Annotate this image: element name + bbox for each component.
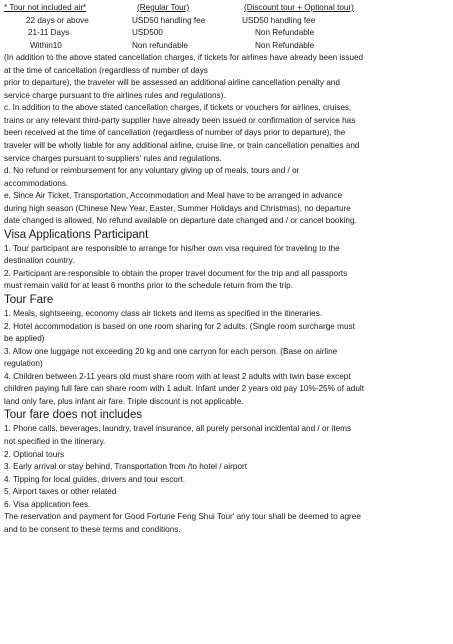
text-line: 6. Visa application fees.	[4, 499, 91, 509]
section-heading: Tour fare does not includes	[4, 409, 143, 422]
text-line: (In addition to the above stated cancellation charges, if tickets for airlines have already been issued	[4, 53, 364, 63]
fare-cell: Within10	[30, 40, 62, 50]
text-line: 4. Tipping for local guides, drivers and tour escort.	[4, 474, 186, 484]
text-line: destination country.	[4, 256, 75, 266]
text-line: 3. Early arrival or stay behind, Transportation from /to hotel / airport	[4, 462, 248, 472]
not-included-section	[4, 408, 449, 536]
fare-table-row	[4, 27, 449, 40]
text-line: 1. Meals, sightseeing, economy class air tickets and items as specified in the itineraries.	[4, 309, 323, 319]
fare-table-row	[4, 40, 449, 53]
text-line: 2. Hotel accommodation is based on one room sharing for 2 adults. (Single room surcharge must	[4, 321, 355, 331]
text-line: date changed is allowed, No refund available on departure date changed and / or cancel booking.	[4, 216, 357, 226]
text-line: c. In addition to the above stated cancellation charges, if tickets or vouchers for airlines, cruises,	[4, 103, 352, 113]
text-line: 2. Participant are responsible to obtain the proper travel document for the trip and all passports	[4, 268, 348, 278]
text-line: not specified in the itinerary.	[4, 436, 106, 446]
fare-table-header	[4, 2, 449, 15]
fare-col-header-air: * Tour not included air*	[4, 3, 87, 12]
fare-cell: USD50 handling fee	[242, 15, 316, 25]
text-line: 1. Phone calls, beverages, laundry, travel insurance, all purely personal incidental and / or items	[4, 424, 352, 434]
tour-fare-section	[4, 293, 449, 408]
text-line: land only fare, plus infant air fare. Triple discount is not applicable.	[4, 396, 244, 406]
text-line: 1. Tour participant are responsible to arrange for his/her own visa required for traveling to the	[4, 243, 340, 253]
fare-cell: Non Refundable	[255, 40, 315, 50]
text-line: at the time of cancellation (regardless of number of days	[4, 65, 208, 75]
text-line: The reservation and payment for Good Fortune Feng Shui Tour' any tour shall be deemed to agree	[4, 512, 361, 522]
text-line: d. No refund or reimbursement for any voluntary giving up of meals, tours and / or	[4, 166, 300, 176]
text-line: must remain valid for at least 6 months prior to the schedule return from the trip.	[4, 281, 293, 291]
fare-cell: USD500	[132, 28, 163, 38]
text-line: prior to departure), the traveler will be assessed an additional airline cancellation penalty and	[4, 78, 340, 88]
text-line: traveler will be wholly liable for any additional airline, cruise line, or train cancellation penalties and	[4, 141, 360, 151]
cancellation-terms	[4, 52, 449, 228]
text-line: e. Since Air Ticket, Transportation, Accommodation and Meal have to be arranged in advance	[4, 191, 343, 201]
text-line: accommodations.	[4, 178, 69, 188]
text-line: 3. Allow one luggage not exceeding 20 kg and one carryon for each person. (Base on airline	[4, 346, 338, 356]
fare-table	[4, 2, 449, 52]
text-line: been received at the time of cancellation (regardless of number of days prior to departure), the	[4, 128, 346, 138]
section-heading: Tour Fare	[4, 294, 54, 307]
text-line: during high season (Chinese New Year, Easter, Summer Holidays and Christmas), no departure	[4, 203, 351, 213]
text-line: trains or any relevant third-party supplier have already been issued or confirmation of service has	[4, 115, 356, 125]
fare-table-row	[4, 15, 449, 28]
fare-cell: Non refundable	[132, 40, 188, 50]
text-line: be applied)	[4, 334, 45, 344]
fare-cell: 22 days or above	[26, 15, 89, 25]
text-line: 5. Airport taxes or other related	[4, 487, 117, 497]
text-line: 2. Optional tours	[4, 449, 65, 459]
fare-cell: Non Refundable	[255, 28, 315, 38]
fare-col-header-discount: (Discount tour + Optional tour)	[244, 3, 354, 12]
fare-cell: 21-11 Days	[28, 28, 70, 38]
text-line: and to be consent to these terms and conditions.	[4, 524, 181, 534]
section-heading: Visa Applications Participant	[4, 228, 149, 241]
text-line: service charge pursuant to the airlines rules and regulations).	[4, 90, 226, 100]
text-line: children paying full fare can share room with 1 adult. Infant under 2 years old pay 10%-25% of adult	[4, 384, 365, 394]
text-line: regulation)	[4, 359, 43, 369]
visa-section	[4, 228, 449, 293]
text-line: service charges pursuant to suppliers' rules and regulations.	[4, 153, 222, 163]
fare-cell: USD50 handling fee	[132, 15, 206, 25]
fare-col-header-regular: (Regular Tour)	[137, 3, 190, 12]
text-line: 4. Children between 2-11 years old must share room with at least 2 adults with twin base except	[4, 371, 351, 381]
